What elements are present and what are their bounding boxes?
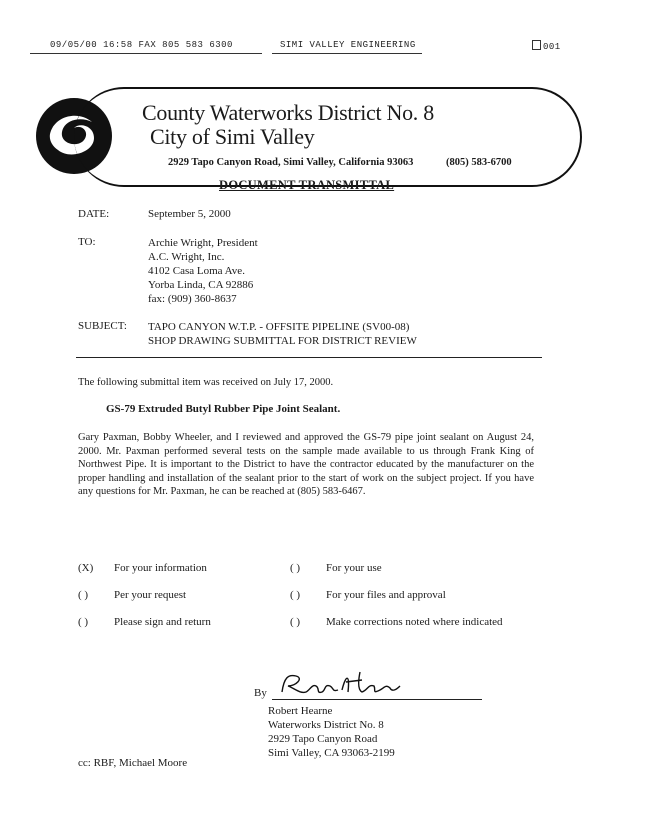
received-line: The following submittal item was received on July 17, 2000. [78, 377, 334, 388]
checklist [78, 562, 548, 632]
fax-page: 001 [532, 40, 561, 52]
fax-datetime: 09/05/00 16:58 FAX 805 583 6300 [50, 40, 233, 50]
checklist-item: ( ) Please sign and return [78, 616, 211, 628]
checklist-item: (X) For your information [78, 562, 207, 574]
body-paragraph: Gary Paxman, Bobby Wheeler, and I reviewed and approved the GS-79 pipe joint sealant on August 24, 2000. Mr. Paxman performed several tests on the sample made available to us through Frank King of Northwest Pipe. It is important to the District to have the contractor educated by the manufacturer on the proper handling and installation of the sealant prior to the start of work on the subject project. If you have any questions for Mr. Paxman, he can be reached at (805) 583-6467. [78, 432, 534, 497]
by-label: By [254, 687, 267, 699]
recipient-line: Archie Wright, President [148, 237, 258, 249]
org-address: 2929 Tapo Canyon Road, Simi Valley, California 93063 [168, 157, 414, 168]
signer-line: Robert Hearne [268, 705, 333, 717]
date-label: DATE: [78, 208, 110, 220]
to-label: TO: [78, 236, 96, 248]
recipient-line: Yorba Linda, CA 92886 [148, 279, 254, 291]
signer-line: Waterworks District No. 8 [268, 719, 384, 731]
fax-page-icon [532, 40, 541, 50]
checklist-item: ( ) Make corrections noted where indicated [290, 616, 503, 628]
checklist-item: ( ) For your files and approval [290, 589, 446, 601]
fax-sender: SIMI VALLEY ENGINEERING [280, 40, 416, 50]
org-city: City of Simi Valley [150, 124, 315, 149]
signer-block [268, 704, 395, 760]
document-title: DOCUMENT TRANSMITTAL [219, 178, 395, 192]
subject-block [148, 320, 417, 348]
fax-rule-2 [272, 53, 422, 54]
checklist-item: ( ) For your use [290, 562, 382, 574]
subject-line: SHOP DRAWING SUBMITTAL FOR DISTRICT REVIEW [148, 335, 417, 347]
recipient-line: fax: (909) 360-8637 [148, 293, 237, 305]
recipient-line: A.C. Wright, Inc. [148, 251, 225, 263]
handwritten-signature [276, 668, 406, 702]
org-phone: (805) 583-6700 [446, 157, 512, 168]
recipient-line: 4102 Casa Loma Ave. [148, 265, 245, 277]
submittal-item: GS-79 Extruded Butyl Rubber Pipe Joint Sealant. [106, 403, 341, 415]
recipient-block [148, 236, 258, 306]
cc-line: cc: RBF, Michael Moore [78, 757, 188, 769]
signature-line [272, 699, 482, 700]
signer-line: Simi Valley, CA 93063-2199 [268, 747, 395, 759]
subject-divider [76, 357, 542, 358]
fax-rule-1 [30, 53, 262, 54]
subject-line: TAPO CANYON W.T.P. - OFFSITE PIPELINE (SV00-08) [148, 321, 410, 333]
subject-label: SUBJECT: [78, 320, 127, 332]
checklist-item: ( ) Per your request [78, 589, 187, 601]
org-name: County Waterworks District No. 8 [142, 100, 434, 125]
signer-line: 2929 Tapo Canyon Road [268, 733, 378, 745]
date-value: September 5, 2000 [148, 208, 231, 220]
